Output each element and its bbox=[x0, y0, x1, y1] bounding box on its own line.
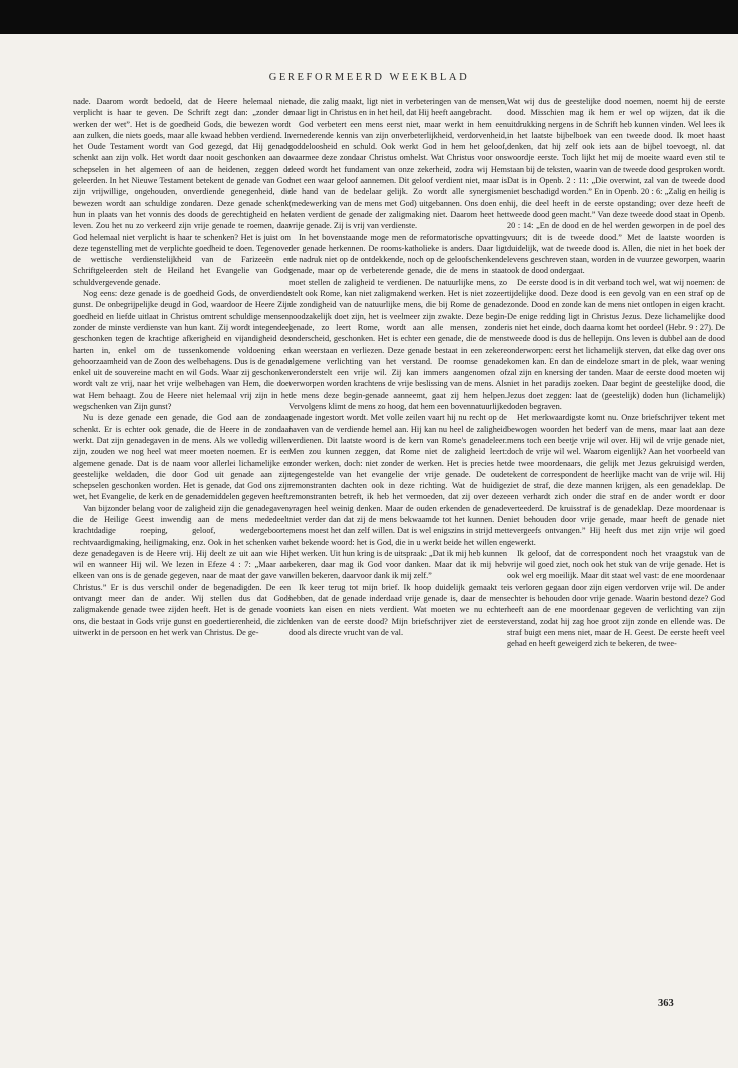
paragraph: Ik keer terug tot mijn brief. Ik hoop duidelijk gemaakt te hebben, dat de genade inderdaad vrije genade is, daar de mens niets kan eisen en niets verdient. Wat moeten we nu echter denken van de eerste dood? Mijn briefschrijver ziet de eerste dood als directe vrucht van de val. bbox=[289, 582, 507, 637]
paragraph: Nu is deze genade een genade, die God aan de zondaar schenkt. Er is echter ook genade, die de Heere in de zondaar werkt. Dat zijn genadegaven in de mens. Als we volledig willen zijn, zouden we nog heel wat meer moeten noemen. Er is een algemene genade. Dat is de naam voor allerlei lichamelijke en geestelijke weldaden, die door God uit genade aan zijn schepselen geschonken worden. Het is genade, dat God ons zijn wet, het Evangelie, de kerk en de genademiddelen gegeven heeft. bbox=[73, 413, 291, 502]
text-column-1 bbox=[73, 96, 291, 978]
text-column-2 bbox=[289, 96, 507, 978]
paragraph: Het merkwaardigste komt nu. Onze briefschrijver tekent met bewogen woorden het bederf van de mens, maar laat aan deze mens toch een beetje vrije wil over. Hij wil de vrije genade niet, doch de vrije wil wel. Waarom eigenlijk? Aan het voorbeeld van de twee moordenaars, die gelijk met Jezus gekruisigd werden, tekent de correspondent de heerlijke macht van de vrije wil. Hij ziet de straf, die deze mannen krijgen, als een genadeklap. De een verhardt zich onder die straf en de ander wordt er door verteederd. De kruisstraf is de genadeklap. Deze moordenaar is niet behouden door vrije genade, maar heeft de genade niet tevergeefs ontvangen.” Hij heeft dus met zijn vrije wil goed gewerkt. bbox=[507, 413, 725, 547]
paragraph: God verbetert een mens eerst niet, maar werkt in hem een vernederende kennis van zijn onverbeterlijkheid, verdorvenheid, goddeloosheid en schuld. Ook werkt God in hem het geloof, waarmee deze zondaar Christus omhelst. Wat Christus voor ons deed wordt het fundament van onze zekerheid, zodra wij Hem met een waar geloof aannemen. Dit geloof verdient niet, maar is de hand van de bedelaar gelijk. Zo wordt alle synergisme (medewerking van de mens met God) uitgebannen. Ons doen en laten verdient de genade der zaligmaking niet. Daarom heet het vrije genade. Zij is vrij van verdienste. bbox=[289, 119, 507, 231]
paragraph: Van bijzonder belang voor de zaligheid zijn die genadegaven, die de Heilige Geest inwendig aan de mens mededeelt: krachtdadige roeping, geloof, wedergeboorte, rechtvaardigmaking, heiligmaking, enz. Ook in het schenken van deze genadegaven is de Heere vrij. Hij deelt ze uit aan wie Hij wil en wanneer Hij wil. We lezen in Efeze 4 : 7: „Maar aan elkeen van ons is de genade gegeven, naar de maat der gave van Christus.” Er is dus verschil onder de begenadigden. De een ontvangt meer dan de ander. Wij stellen dus dat Gods zaligmakende genade twee zijden heeft. Het is de genade voor ons, die bestaat in Gods vrije gunst en goedertierenheid, die zich uitwerkt in de persoon en het werk van Christus. De ge- bbox=[73, 503, 291, 637]
paragraph: nade, die zalig maakt, ligt niet in verbeteringen van de mensen, maar ligt in Christus en in het heil, dat Hij heeft aangebracht. bbox=[289, 97, 507, 118]
paragraph: Wat wij dus de geestelijke dood noemen, noemt hij de eerste dood. Misschien mag ik hem er wel op wijzen, dat ik die uitdrukking nergens in de Schrift heb kunnen vinden. Wel lees ik in het laatste bijbelboek van een tweede dood. Ik moet haast denken, dat hij zelf ook iets aan de bijbel toevoegt, nl. dat woordje eerste. Toch lijkt het mij de moeite waard even stil te staan bij de teksten, waarin van de tweede dood gesproken wordt. Dat is in Openb. 2 : 11: „Die overwint, zal van de tweede dood niet beschadigd worden.” En in Openb. 20 : 6: „Zalig en heilig is hij, die deel heeft in de eerste opstanding; over deze heeft de tweede dood geen macht.” Van deze tweede dood staat in Openb. 20 : 14: „En de dood en de hel werden geworpen in de poel des vuurs; dit is de tweede dood.” Met de laatste woorden is duidelijk, wat de tweede dood is. Allen, die niet in het boek der levens geschreven staan, worden in de vuurzee geworpen, waarin ook de dood ondergaat. bbox=[507, 97, 725, 276]
running-header: GEREFORMEERD WEEKBLAD bbox=[268, 72, 470, 83]
scan-top-border bbox=[0, 0, 738, 34]
paragraph: In het bovenstaande moge men de reformatorische opvatting der genade herkennen. De rooms-katholieke is anders. Daar ligt de nadruk niet op de ontdekkende, noch op de geloofschenkende genade, maar op de verbeterende genade, die de mens in staat moet stellen de zaligheid te verdienen. De natuurlijke mens, zo stelt ook Rome, kan niet zaligmakend werken. Het is niet zozeer de zondigheid van de natuurlijke mens, die bij Rome de genade noodzakelijk doet zijn, het is veelmeer zijn zwakte. Deze begin-genade, zo leert Rome, wordt aan alle mensen, zonder onderscheid, geschonken. Het is echter een genade, die de mens kan weerstaan en verliezen. Deze genade bestaat in een zekere algemene verlichting van het verstand. De roomse genade veronderstelt een vrije wil. Zij kan immers aangenomen of verworpen worden krachtens de vrije beslissing van de mens. Als de mens deze begin-genade aanneemt, gaat zij hem helpen. Vervolgens klimt de mens zo hoog, dat hem een bovennatuurlijke genade ingestort wordt. Met volle zeilen vaart hij nu recht op de haven van de verdiende hemel aan. Hij kan nu heel de zaligheid verdienen. Dit laatste woord is de kern van Rome's genadeleer. Men zou kunnen zeggen, dat Rome niet de zaligheid leert: zonder werken, doch: niet zonder de werken. Het is precies het tegengestelde van het evangelie der vrije genade. De oude remonstranten dachten ook in deze richting. Wat de huidige remonstranten betreft, ik heb het vermoeden, dat zij over deze vragen heel weinig denken. Maar de ouden erkenden de genade niet verder dan dat zij de mens bekwaamde tot het kunnen. De mens moest het dan zelf willen. Dat is wel enigszins in strijd met het bekende woord: het is God, die in u werkt beide het willen en het werken. Uit hun kring is de uitspraak: „Dat ik mij heb kunnen bekeren, daar mag ik God voor danken. Maar dat ik mij heb willen bekeren, daarvoor dank ik mij zelf.” bbox=[289, 232, 507, 581]
paragraph: nade. Daarom wordt bedoeld, dat de Heere helemaal niet verplicht is haar te geven. De Schrift zegt dan: „zonder de werken der wet”. Het is de goedheid Gods, die bewezen wordt aan zulken, die niets goeds, maar alle kwaad hebben verdiend. In het Oude Testament wordt van God gezegd, dat Hij genade schenkt aan zijn volk. Het wordt daar nooit geschonken aan de schepselen in het algemeen of aan de heidenen, zeggen de geleerden. In het Nieuwe Testament betekent de genade van God zijn vrijwillige, ongehouden, onverdiende genegenheid, die bewezen wordt aan schuldige zondaren. Deze genade schenkt hun in plaats van het vonnis des doods de gerechtigheid en het leven. Zou het nu zo verkeerd zijn vrije genade te roemen, daar God helemaal niet verplicht is haar te schenken? Het is juist om deze tegenstelling met de verplichte goedheid te doen. Tegenover de wettische verdienstelijkheid van de Farizeeën en Schriftgeleerden stelt de Heiland het Evangelie van Gods schuldvergevende genade. bbox=[73, 97, 291, 287]
text-column-3 bbox=[507, 96, 725, 978]
page-number: 363 bbox=[658, 998, 674, 1009]
paragraph: Nog eens: deze genade is de goedheid Gods, de onverdiende gunst. De onbegrijpelijke deugd in God, waardoor de Heere Zijn goedheid en liefde uitlaat in Christus omtrent schuldige mensen, zonder de minste verdienste van hun kant. Zij wordt integendeel geschonken tegen de krachtige afkerigheid en vijandigheid des harten in, enkel om de tussenkomende voldoening en gehoorzaamheid van de Zoon des welbehagens. Dus is de genade enkel uit de souvereine macht en wil Gods. Waar zij geschonken wordt valt ze vrij, naar het vrije welbehagen van Hem, die doet wat Hem behaagt. Zou de Heere niet helemaal vrij zijn in het wegschenken van Zijn gunst? bbox=[73, 289, 291, 412]
paragraph: Ik geloof, dat de correspondent noch het vraagstuk van de vrije wil goed ziet, noch ook het stuk van de vrije genade. Het is ook wel erg moeilijk. Maar dit staat wel vast: de ene moordenaar is verloren gegaan door zijn eigen verdorven vrije wil. De ander echter is behouden door vrije genade. Waarin bestond deze? God heeft aan de ene moordenaar gegeven de verlichting van zijn verstand, zodat hij zag hoe groot zijn zonde en ellende was. De straf buigt een mens niet, maar de H. Geest. De eerste heeft veel gehad en heeft geweigerd zich te bekeren, de twee- bbox=[507, 548, 725, 649]
paragraph: De eerste dood is in dit verband toch wel, wat wij noemen: de tijdelijke dood. Deze dood is een gevolg van en een straf op de zonde. Dood en zonde kan de mens niet ontlopen in eigen kracht. De enige redding ligt in Christus Jezus. Deze lichamelijke dood is niet het einde, doch daarna komt het oordeel (Hebr. 9 : 27). De tweede dood is dus de hellepijn. Ons leven is dubbel aan de dood onderworpen: eerst het lichamelijk sterven, dat elke dag over ons komen kan. En dan de eindeloze smart in de plek, waar wening zal zijn en knersing der tanden. Maar de eerste dood moeten wij niet in het paradijs zoeken. Daar begint de geestelijke dood, die Jezus doet zeggen: laat de (geestelijk) doden hun (lichamelijk) doden begraven. bbox=[507, 277, 725, 412]
